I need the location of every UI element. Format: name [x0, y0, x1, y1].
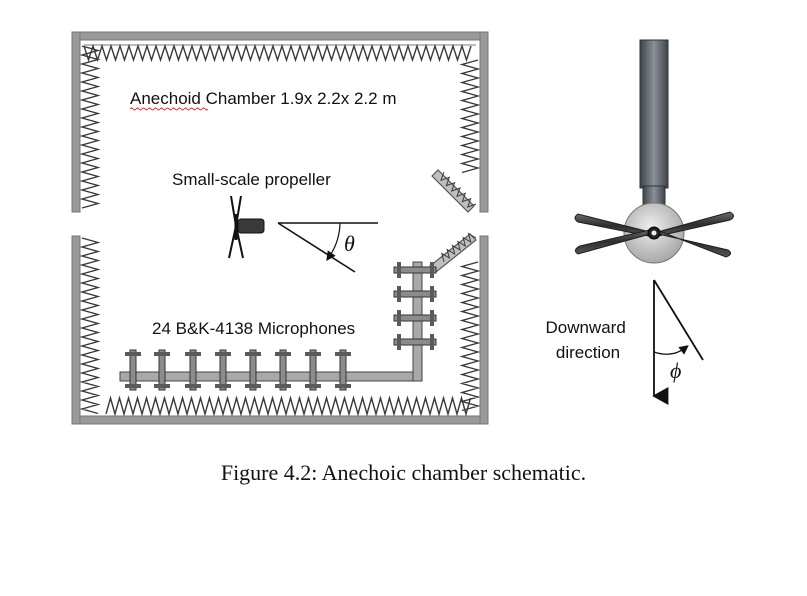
wedges-left-lower — [82, 238, 98, 414]
microphone — [275, 350, 291, 390]
microphone — [305, 350, 321, 390]
spellcheck-underline — [130, 108, 208, 110]
microphones-bottom-row — [125, 350, 351, 390]
wedges-right-upper — [462, 60, 478, 173]
theta-symbol: θ — [344, 231, 355, 256]
chamber-door — [430, 170, 476, 272]
chamber-label: Anechoid Chamber 1.9x 2.2x 2.2 m — [130, 89, 397, 108]
propeller-rig — [545, 40, 733, 396]
direction-label — [545, 318, 630, 362]
microphones-label: 24 B&K-4138 Microphones — [152, 319, 356, 338]
wedges-left-upper — [82, 46, 98, 208]
wedges-right-lower — [462, 262, 478, 411]
direction-label-line1: Downward — [545, 318, 626, 337]
microphone — [125, 350, 141, 390]
phi-symbol: ϕ — [670, 358, 682, 383]
wedges-top — [84, 46, 471, 60]
microphone — [154, 350, 170, 390]
microphone — [335, 350, 351, 390]
direction-label-line2: direction — [555, 343, 621, 362]
wedges-bottom — [106, 398, 471, 414]
theta-angle — [278, 223, 378, 272]
microphone — [245, 350, 261, 390]
support-pole — [640, 40, 668, 188]
propeller-label: Small-scale propeller — [172, 170, 331, 189]
microphone — [185, 350, 201, 390]
figure-caption: Figure 4.2: Anechoic chamber schematic. — [220, 460, 587, 485]
anechoic-chamber — [72, 32, 488, 424]
small-propeller — [229, 196, 264, 258]
microphone — [215, 350, 231, 390]
